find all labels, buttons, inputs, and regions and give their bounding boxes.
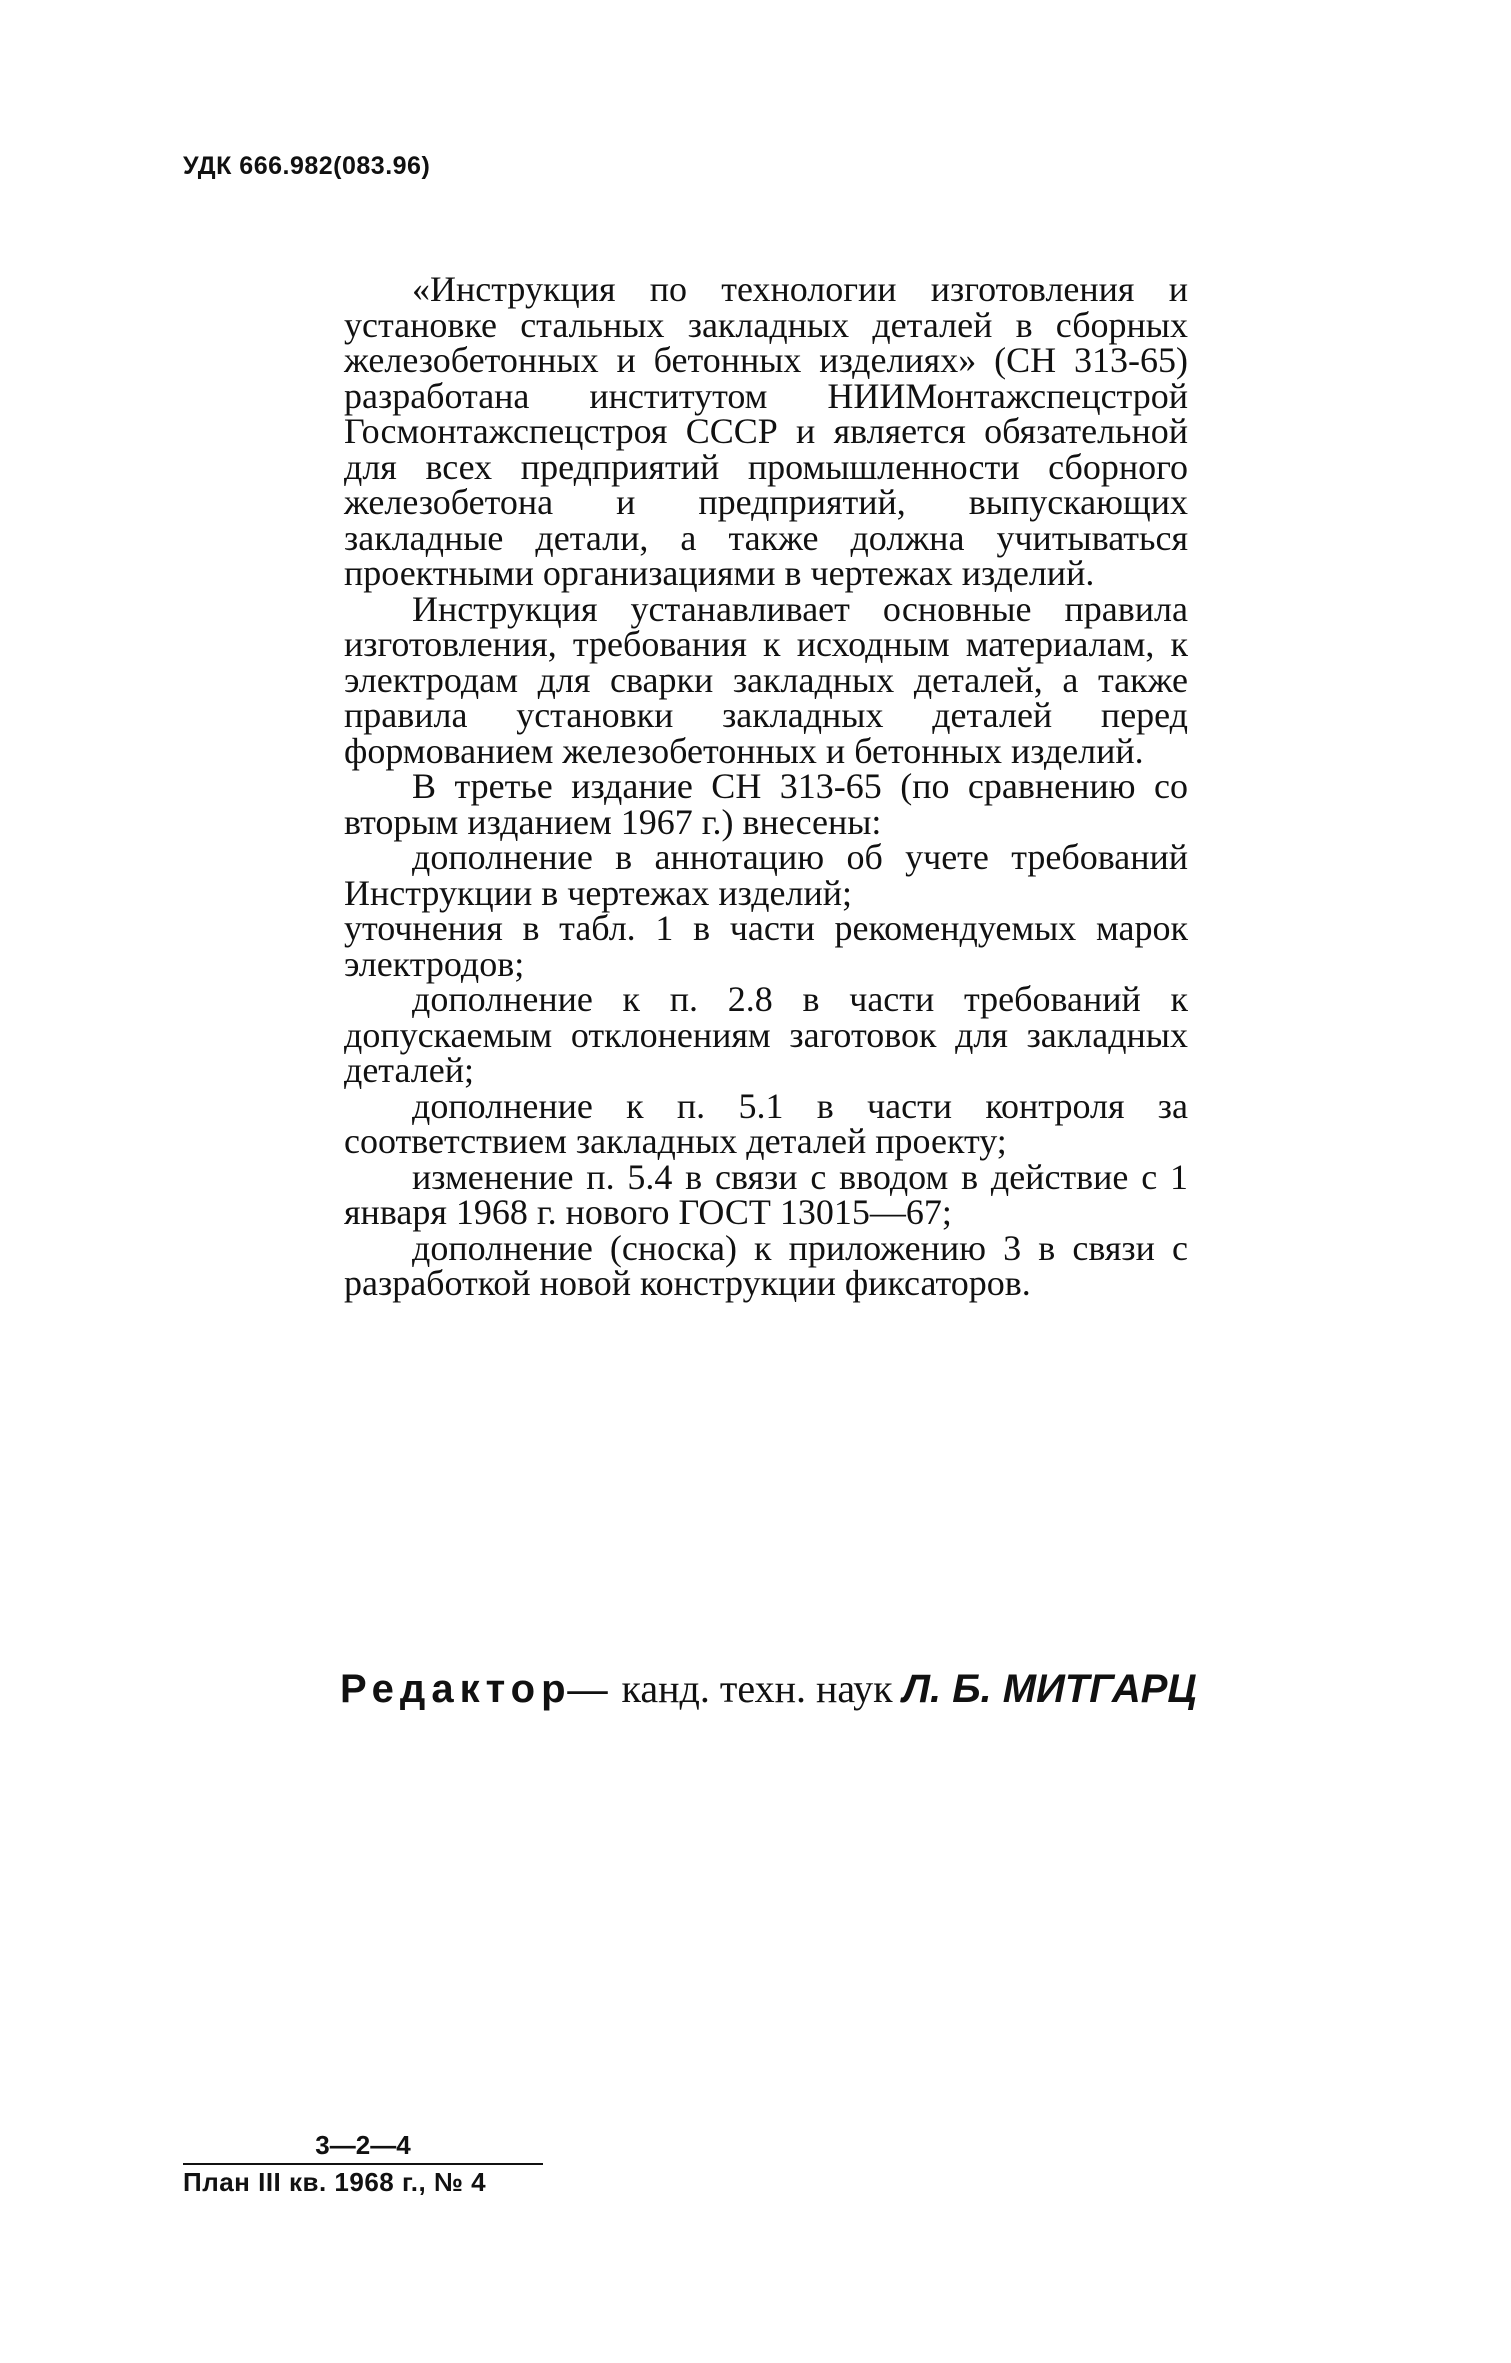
- change-item-table-1: уточнения в табл. 1 в части рекомендуемых марок электродов;: [344, 908, 1188, 984]
- annotation-paragraph-changes-lead: В третье издание СН 313-65 (по сравнению со вторым изданием 1967 г.) внесены:: [344, 766, 1188, 842]
- udk-code: УДК 666.982(083.96): [183, 152, 431, 180]
- editor-credit: [340, 1665, 1200, 1712]
- annotation-text: [344, 269, 1188, 1303]
- editor-dash: —: [567, 1666, 608, 1711]
- editor-role: Редактор: [340, 1667, 572, 1711]
- imprint-plan: План III кв. 1968 г., № 4: [183, 2167, 487, 2197]
- annotation-paragraph-scope: Инструкция устанавливает основные правила изготовления, требования к исходным материалам, к электродам для сварки закладных деталей, а также правила установки закладных деталей перед формованием железобетонных и бетонных изделий.: [344, 588, 1188, 771]
- change-item-appendix-3: дополнение (сноска) к приложению 3 в связи с разработкой новой конструкции фиксаторов.: [344, 1227, 1188, 1303]
- annotation-paragraph-intro: «Инструкция по технологии изготовления и установке стальных закладных деталей в сборных железобетонных и бетонных изделиях» (СН 313-65) разработана институтом НИИМонтажспецстрой Госмонтажспецстроя СССР и является обязательной для всех предприятий промышленности сборного железобетона и предприятий, выпускающих закладные детали, а также должна учитываться проектными организациями в чертежах изделий.: [344, 269, 1188, 593]
- change-item-clause-5-4: изменение п. 5.4 в связи с вводом в действие с 1 января 1968 г. нового ГОСТ 13015—67;: [344, 1156, 1188, 1232]
- editor-credentials: канд. техн. наук: [621, 1666, 893, 1711]
- change-item-annotation: дополнение в аннотацию об учете требований Инструкции в чертежах изделий;: [344, 837, 1188, 913]
- change-item-clause-2-8: дополнение к п. 2.8 в части требований к допускаемым отклонениям заготовок для закладных деталей;: [344, 979, 1188, 1090]
- publication-imprint: [183, 2130, 543, 2198]
- imprint-code: 3—2—4: [183, 2130, 543, 2165]
- editor-name: Л. Б. МИТГАРЦ: [902, 1667, 1197, 1711]
- change-item-clause-5-1: дополнение к п. 5.1 в части контроля за соответствием закладных деталей проекту;: [344, 1085, 1188, 1161]
